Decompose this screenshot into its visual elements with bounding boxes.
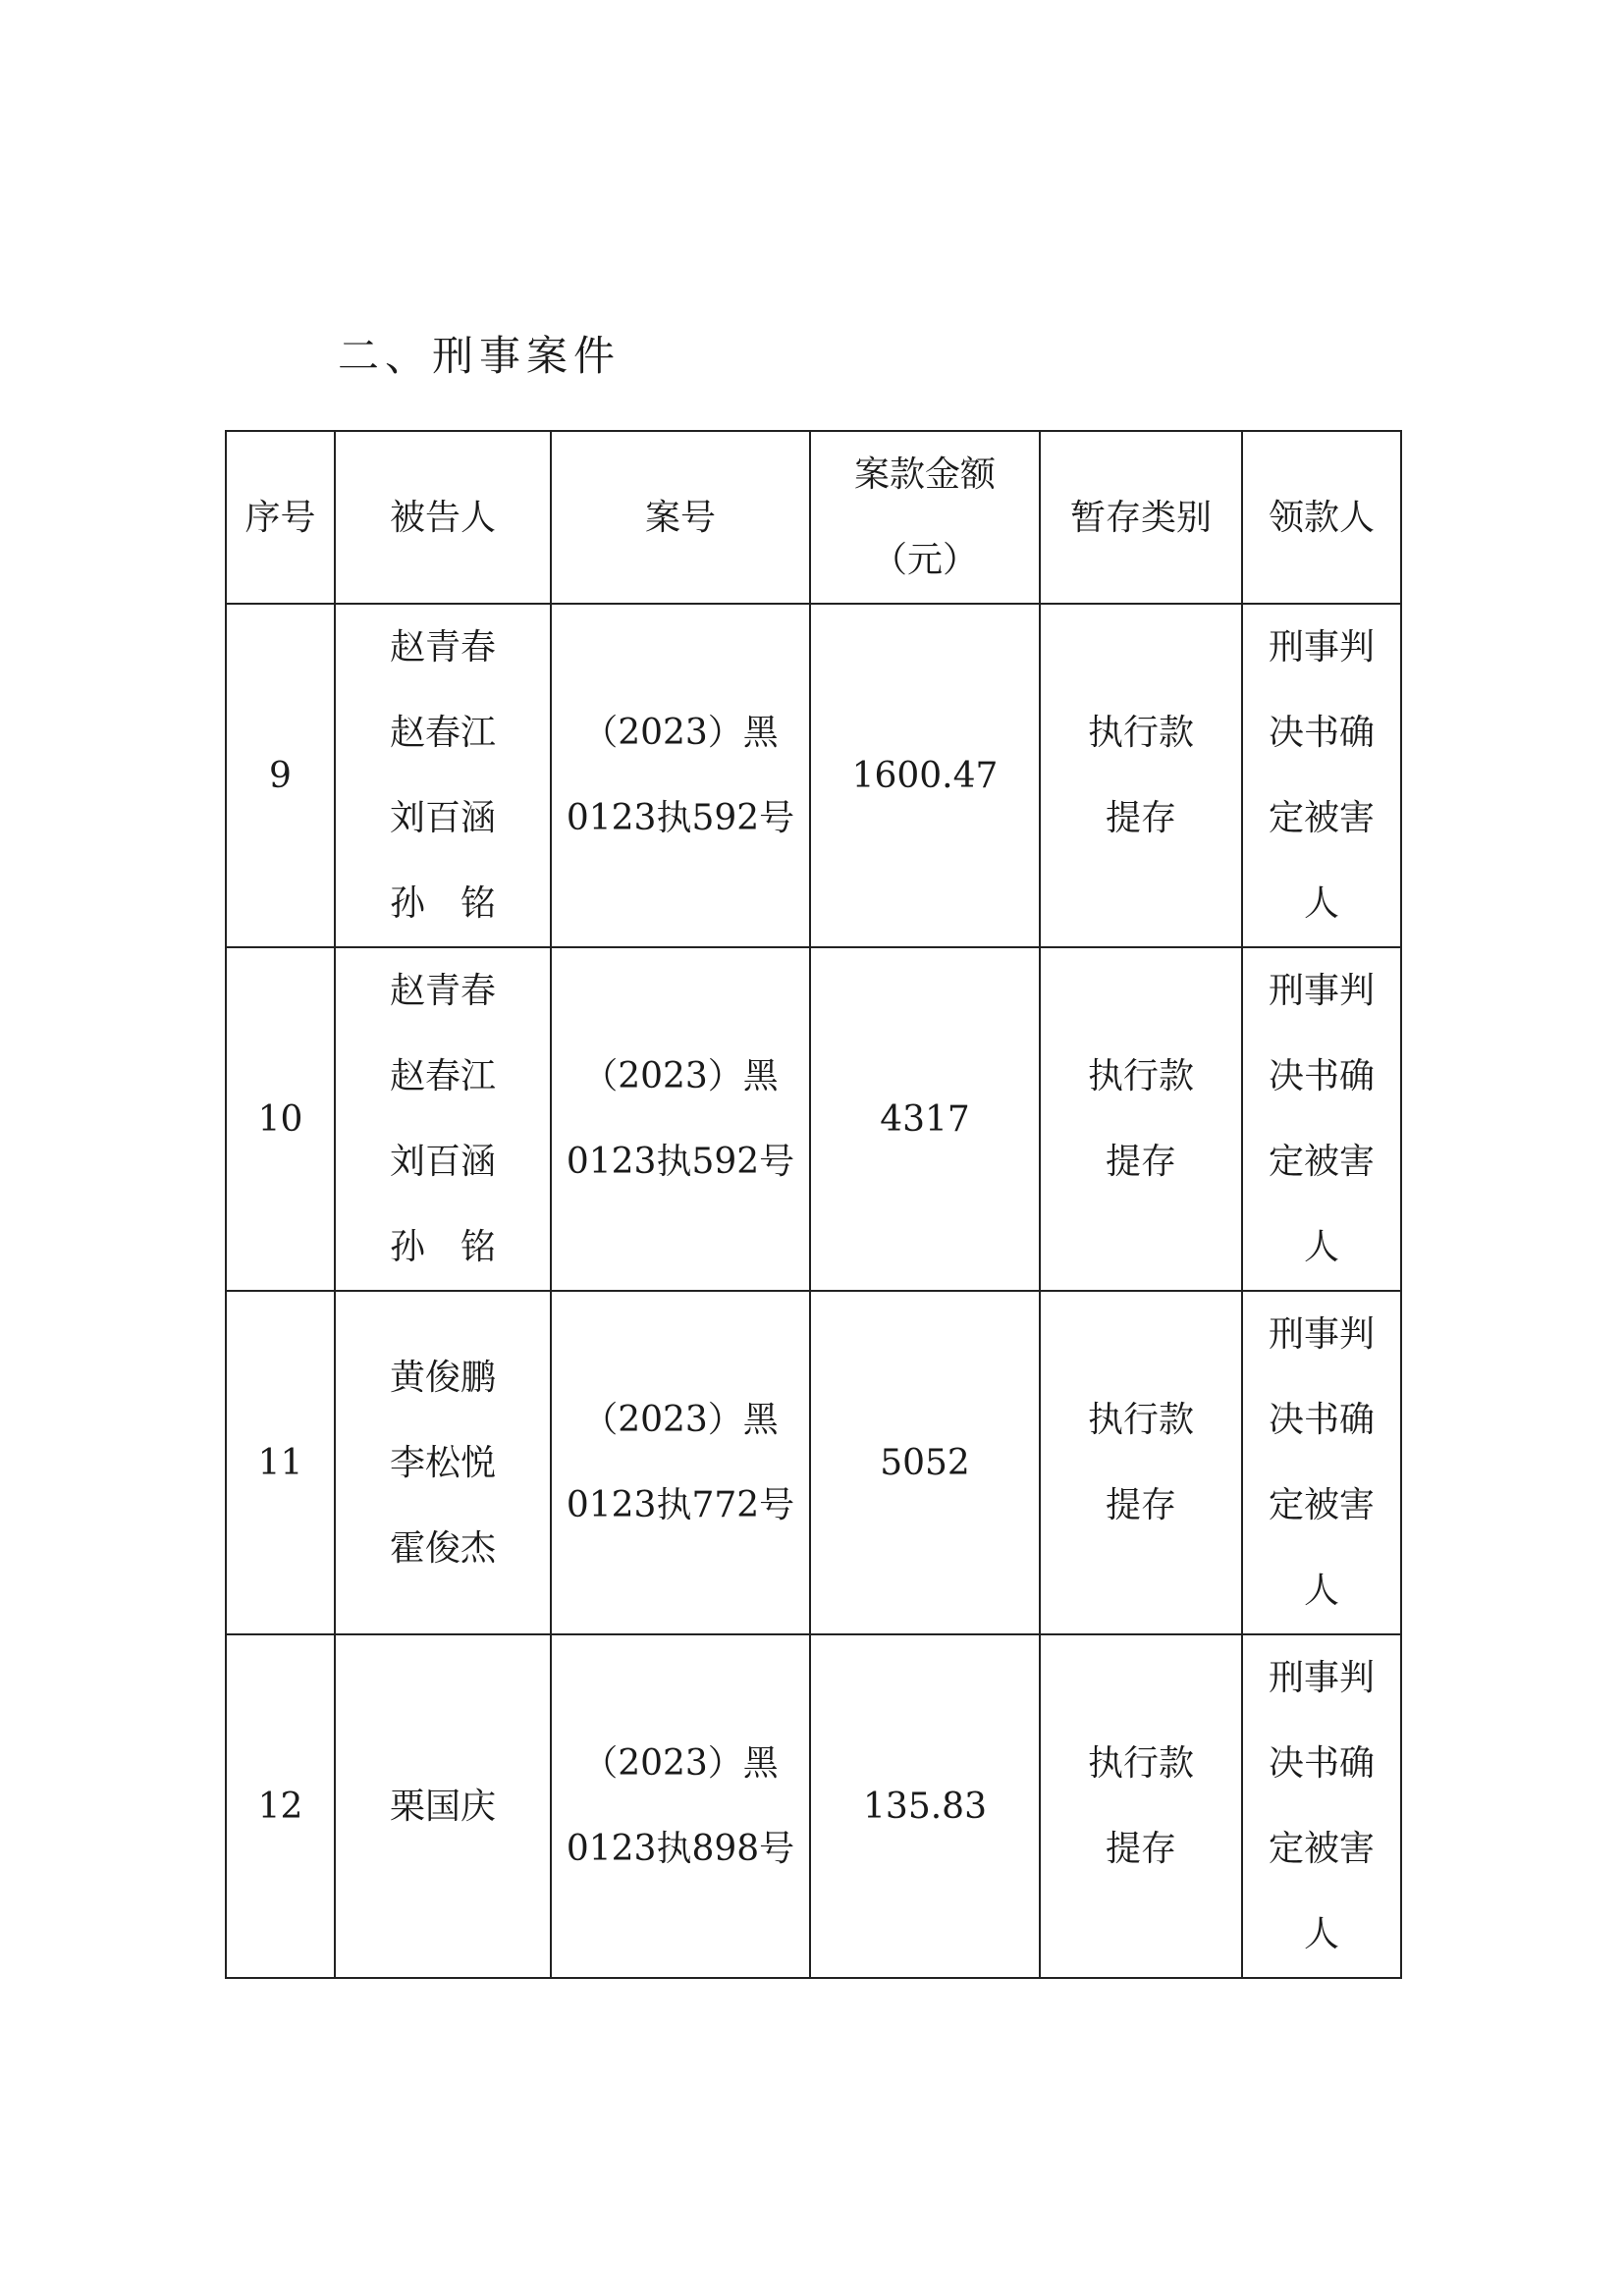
defendant-name: 孙 铭 — [389, 1227, 496, 1267]
cell-defendants — [335, 947, 551, 1291]
category-text: 执行款提存 — [1087, 1400, 1194, 1525]
section-title: 二、刑事案件 — [338, 332, 622, 380]
cell-recipient — [1242, 604, 1401, 947]
cell-amount: 5052 — [810, 1291, 1040, 1634]
case-no-line1: （2023）黑 — [582, 1743, 779, 1784]
header-recipient: 领款人 — [1242, 431, 1401, 604]
header-case-no: 案号 — [551, 431, 810, 604]
table-row — [226, 604, 1401, 947]
category-text: 执行款提存 — [1087, 1056, 1194, 1182]
header-row — [226, 431, 1401, 604]
cell-seq: 12 — [226, 1634, 335, 1978]
recipient-text: 刑事判决书确定被害人 — [1269, 971, 1376, 1267]
case-no-line1: （2023）黑 — [582, 1056, 779, 1096]
recipient-text: 刑事判决书确定被害人 — [1269, 627, 1376, 924]
category-text: 执行款提存 — [1087, 1743, 1194, 1869]
category-text: 执行款提存 — [1087, 713, 1194, 838]
cell-defendants — [335, 1291, 551, 1634]
case-no-line2: 0123执592号 — [566, 1142, 795, 1182]
defendant-name: 李松悦 — [389, 1442, 496, 1483]
cell-amount: 1600.47 — [810, 604, 1040, 947]
defendant-name: 孙 铭 — [389, 883, 496, 924]
table-row — [226, 1291, 1401, 1634]
defendant-name: 霍俊杰 — [389, 1527, 496, 1569]
defendant-name: 黄俊鹏 — [389, 1357, 496, 1398]
cell-recipient — [1242, 1634, 1401, 1978]
cell-amount: 135.83 — [810, 1634, 1040, 1978]
cell-recipient — [1242, 947, 1401, 1291]
table-row — [226, 1634, 1401, 1978]
defendant-name: 刘百涵 — [389, 1142, 496, 1182]
case-no-line2: 0123执592号 — [566, 798, 795, 838]
cell-seq: 9 — [226, 604, 335, 947]
defendant-name: 赵春江 — [389, 713, 496, 753]
cell-case-no — [551, 1634, 810, 1978]
case-no-line2: 0123执772号 — [566, 1485, 795, 1525]
header-category: 暂存类别 — [1040, 431, 1242, 604]
header-amount-line1: 案款金额 — [853, 454, 996, 495]
cell-amount: 4317 — [810, 947, 1040, 1291]
table-header — [226, 431, 1401, 604]
defendant-name: 赵青春 — [389, 971, 496, 1011]
cell-case-no — [551, 947, 810, 1291]
case-no-line2: 0123执898号 — [566, 1829, 795, 1869]
table-row — [226, 947, 1401, 1291]
cell-seq: 10 — [226, 947, 335, 1291]
defendant-name: 栗国庆 — [389, 1786, 496, 1827]
cell-defendants — [335, 604, 551, 947]
case-no-line1: （2023）黑 — [582, 713, 779, 753]
cell-case-no — [551, 604, 810, 947]
defendant-name: 赵春江 — [389, 1056, 496, 1096]
cell-recipient — [1242, 1291, 1401, 1634]
recipient-text: 刑事判决书确定被害人 — [1269, 1658, 1376, 1954]
case-no-line1: （2023）黑 — [582, 1400, 779, 1440]
cell-category — [1040, 947, 1242, 1291]
defendant-name: 刘百涵 — [389, 798, 496, 838]
cell-category — [1040, 604, 1242, 947]
header-amount — [810, 431, 1040, 604]
defendant-name: 赵青春 — [389, 627, 496, 667]
cell-case-no — [551, 1291, 810, 1634]
header-defendant: 被告人 — [335, 431, 551, 604]
criminal-cases-table — [225, 430, 1402, 1979]
header-amount-line2: （元） — [871, 540, 978, 580]
cell-seq: 11 — [226, 1291, 335, 1634]
recipient-text: 刑事判决书确定被害人 — [1269, 1314, 1376, 1611]
cell-category — [1040, 1291, 1242, 1634]
cell-defendants — [335, 1634, 551, 1978]
header-seq: 序号 — [226, 431, 335, 604]
cell-category — [1040, 1634, 1242, 1978]
